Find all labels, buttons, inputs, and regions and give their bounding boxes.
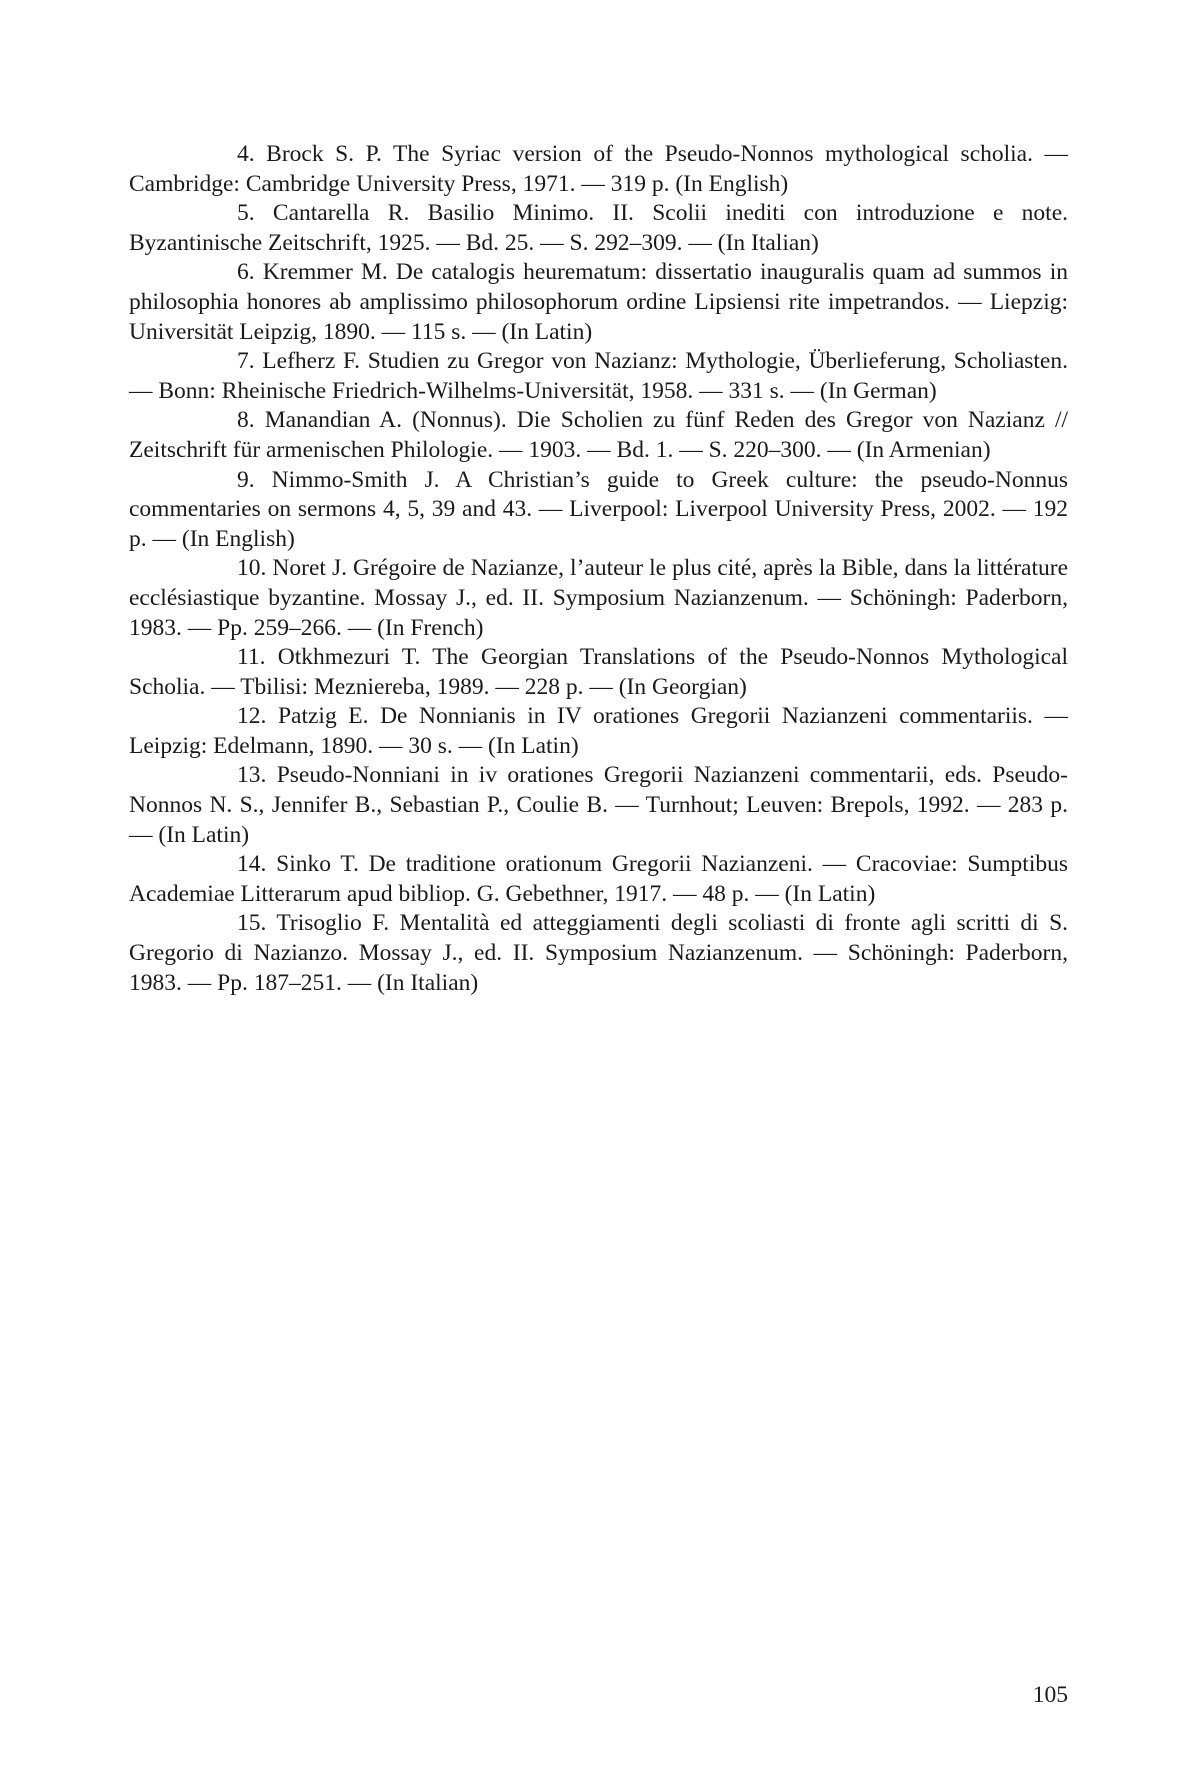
reference-number: 4. <box>183 140 255 170</box>
reference-item <box>129 850 1068 909</box>
reference-item <box>129 140 1068 199</box>
reference-item <box>129 909 1068 998</box>
reference-text: Patzig E. De Nonnianis in IV orationes Gregorii Nazianzeni commentariis. — Leipzig: Edelmann, 1890. — 30 s. — (In Latin) <box>129 703 1068 759</box>
reference-text: Trisoglio F. Mentalità ed atteggiamenti degli scoliasti di fronte agli scritti di S. Gregorio di Nazianzo. Mossay J., ed. II. Symposium Nazianzenum. — Schöningh: Paderborn, 1983. — Pp. 187–251. — (In Italian) <box>129 910 1068 995</box>
reference-number: 14. <box>183 850 266 880</box>
reference-item <box>129 199 1068 258</box>
reference-text: Noret J. Grégoire de Nazianze, l’auteur le plus cité, après la Bible, dans la littérature ecclésiastique byzantine. Mossay J., ed. II. Symposium Nazianzenum. — Schöningh: Paderborn, 1983. — Pp. 259–266. — (In French) <box>129 555 1068 640</box>
page-number: 105 <box>1033 1680 1068 1710</box>
reference-text: Otkhmezuri T. The Georgian Translations of the Pseudo-Nonnos Mythological Scholia. — Tbilisi: Mezniereba, 1989. — 228 p. — (In Georgian) <box>129 644 1068 700</box>
reference-number: 12. <box>183 702 266 732</box>
reference-number: 8. <box>183 406 255 436</box>
reference-list <box>129 140 1068 998</box>
reference-number: 11. <box>183 643 266 673</box>
reference-text: Nimmo-Smith J. A Christian’s guide to Greek culture: the pseudo-Nonnus commentaries on sermons 4, 5, 39 and 43. — Liverpool: Liverpool University Press, 2002. — 192 p. — (In English) <box>129 467 1068 552</box>
reference-item <box>129 554 1068 643</box>
reference-number: 6. <box>183 258 255 288</box>
reference-item <box>129 347 1068 406</box>
reference-item <box>129 761 1068 850</box>
reference-item <box>129 406 1068 465</box>
reference-item <box>129 702 1068 761</box>
reference-item <box>129 258 1068 347</box>
reference-text: Kremmer M. De catalogis heurematum: dissertatio inauguralis quam ad summos in philosophia honores ab amplissimo philosophorum ordine Lipsiensi rite impetrandos. — Liepzig: Universität Leipzig, 1890. — 115 s. — (In Latin) <box>129 259 1068 344</box>
reference-number: 13. <box>183 761 266 791</box>
reference-number: 7. <box>183 347 255 377</box>
reference-item <box>129 466 1068 555</box>
reference-text: Manandian A. (Nonnus). Die Scholien zu fünf Reden des Gregor von Nazianz // Zeitschrift für armenischen Philologie. — 1903. — Bd. 1. — S. 220–300. — (In Armenian) <box>129 407 1068 463</box>
reference-text: Sinko T. De traditione orationum Gregorii Nazianzeni. — Cracoviae: Sumptibus Academiae Litterarum apud bibliop. G. Gebethner, 1917. — 48 p. — (In Latin) <box>129 851 1068 907</box>
reference-number: 9. <box>183 466 255 496</box>
document-page <box>0 0 1200 1784</box>
reference-text: Pseudo-Nonniani in iv orationes Gregorii Nazianzeni commentarii, eds. Pseudo-Nonnos N. S., Jennifer B., Sebastian P., Coulie B. — Turnhout; Leuven: Brepols, 1992. — 283 p. — (In Latin) <box>129 762 1068 847</box>
reference-number: 10. <box>183 554 266 584</box>
reference-text: Brock S. P. The Syriac version of the Pseudo-Nonnos mythological scholia. — Cambridge: Cambridge University Press, 1971. — 319 p. (In English) <box>129 141 1068 197</box>
reference-text: Lefherz F. Studien zu Gregor von Nazianz: Mythologie, Überlieferung, Scholiasten. — Bonn: Rheinische Friedrich-Wilhelms-Universität, 1958. — 331 s. — (In German) <box>129 348 1068 404</box>
reference-number: 15. <box>183 909 266 939</box>
reference-item <box>129 643 1068 702</box>
reference-number: 5. <box>183 199 255 229</box>
reference-text: Cantarella R. Basilio Minimo. II. Scolii inediti con introduzione e note. Byzantinische Zeitschrift, 1925. — Bd. 25. — S. 292–309. — (In Italian) <box>129 200 1068 256</box>
